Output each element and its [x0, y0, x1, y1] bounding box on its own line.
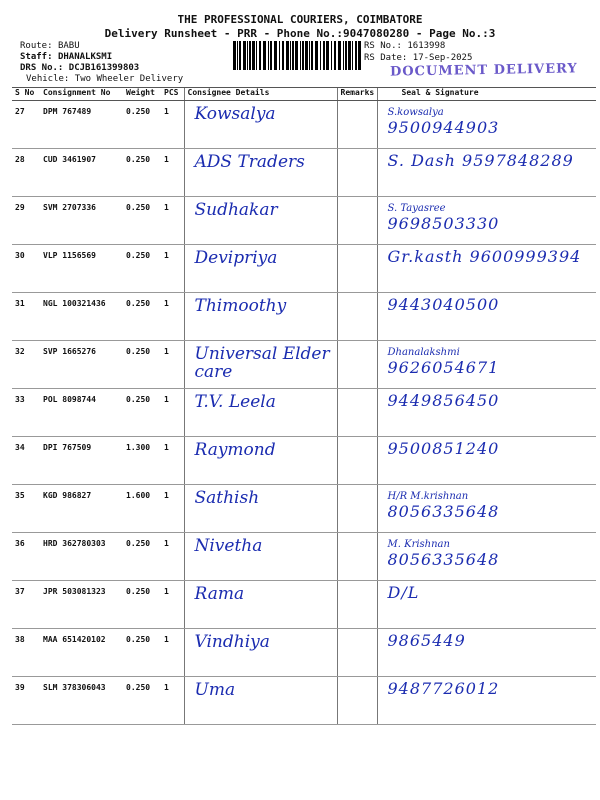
barcode-bar [355, 41, 357, 70]
consignee-handwriting: Sudhakar [194, 200, 278, 220]
sno-cell: 30 [12, 245, 40, 293]
col-consignee: Consignee Details [184, 88, 337, 101]
pcs-cell: 1 [161, 437, 184, 485]
sno-cell: 35 [12, 485, 40, 533]
rs-no-label: RS No.: [364, 41, 402, 51]
sno-cell: 32 [12, 341, 40, 389]
consignment-cell: VLP 1156569 [40, 245, 123, 293]
sno-cell: 38 [12, 629, 40, 677]
barcode-bar [352, 41, 353, 70]
weight-cell: 0.250 [123, 101, 161, 149]
consignee-handwriting: Sathish [194, 488, 260, 508]
col-weight: Weight [123, 88, 161, 101]
remarks-cell [337, 629, 377, 677]
barcode-bar [343, 41, 344, 70]
weight-cell: 0.250 [123, 581, 161, 629]
barcode-bar [315, 41, 318, 70]
document-delivery-stamp: DOCUMENT DELIVERY [389, 61, 578, 80]
table-row [12, 293, 596, 341]
remarks-cell [337, 341, 377, 389]
signature-phone: 8056335648 [387, 550, 500, 569]
weight-cell: 0.250 [123, 245, 161, 293]
pcs-cell: 1 [161, 581, 184, 629]
barcode-bar [323, 41, 325, 70]
consignee-handwriting: Thimoothy [194, 296, 287, 316]
remarks-cell [337, 197, 377, 245]
barcode-bar [295, 41, 298, 70]
consignee-handwriting: T.V. Leela [194, 392, 276, 412]
table-header-row [12, 88, 596, 101]
barcode-bar [239, 41, 241, 70]
signature-cell [377, 293, 596, 341]
signature-phone: 8056335648 [387, 502, 500, 521]
barcode-bar [282, 41, 284, 70]
barcode-bar [259, 41, 261, 70]
barcode-bar [243, 41, 246, 70]
sno-cell: 27 [12, 101, 40, 149]
consignment-cell: HRD 362780303 [40, 533, 123, 581]
signature-name: S. Tayasree [387, 203, 446, 214]
sno-cell: 29 [12, 197, 40, 245]
barcode-bar [326, 41, 329, 70]
barcode-bar [338, 41, 341, 70]
consignee-handwriting: Rama [194, 584, 245, 604]
pcs-cell: 1 [161, 389, 184, 437]
signature-cell [377, 533, 596, 581]
consignment-cell: DPI 767509 [40, 437, 123, 485]
barcode-bar [331, 41, 332, 70]
barcode-bar [348, 41, 351, 70]
signature-phone: 9500944903 [387, 118, 500, 137]
rs-no-line [364, 40, 445, 52]
company-name: THE PROFESSIONAL COURIERS, COIMBATORE [177, 13, 423, 26]
barcode-bar [358, 41, 361, 70]
consignee-cell [184, 245, 337, 293]
signature-cell [377, 197, 596, 245]
pcs-cell: 1 [161, 293, 184, 341]
consignment-cell: NGL 100321436 [40, 293, 123, 341]
drs-label: DRS No.: [20, 63, 64, 73]
consignee-cell [184, 197, 337, 245]
barcode-bar [270, 41, 272, 70]
pcs-cell: 1 [161, 485, 184, 533]
sno-cell: 37 [12, 581, 40, 629]
consignee-cell [184, 485, 337, 533]
consignee-handwriting: Vindhiya [194, 632, 270, 652]
consignee-cell [184, 437, 337, 485]
sno-cell: 33 [12, 389, 40, 437]
signature-phone: 9865449 [387, 631, 466, 650]
weight-cell: 0.250 [123, 149, 161, 197]
table-row [12, 437, 596, 485]
consignment-cell: SVP 1665276 [40, 341, 123, 389]
consignee-handwriting: Nivetha [194, 536, 263, 556]
consignee-cell [184, 389, 337, 437]
consignment-cell: DPM 767489 [40, 101, 123, 149]
barcode-bar [292, 41, 294, 70]
barcode-bar [290, 41, 291, 70]
barcode [233, 41, 361, 70]
rs-no-value: 1613998 [407, 41, 446, 51]
signature-phone: 9626054671 [387, 358, 500, 377]
sno-cell: 28 [12, 149, 40, 197]
signature-cell [377, 245, 596, 293]
barcode-bar [345, 41, 347, 70]
pcs-cell: 1 [161, 245, 184, 293]
consignee-cell [184, 581, 337, 629]
consignee-handwriting: Devipriya [194, 248, 278, 268]
consignment-cell: CUD 3461907 [40, 149, 123, 197]
signature-cell [377, 677, 596, 725]
signature-name: M. Krishnan [387, 539, 450, 550]
consignee-cell [184, 629, 337, 677]
sno-cell: 39 [12, 677, 40, 725]
barcode-bar [279, 41, 280, 70]
pcs-cell: 1 [161, 101, 184, 149]
consignee-cell [184, 533, 337, 581]
col-sno: S No [12, 88, 40, 101]
pcs-cell: 1 [161, 533, 184, 581]
weight-cell: 0.250 [123, 341, 161, 389]
col-seal-signature: Seal & Signature [377, 88, 596, 101]
consignment-cell: MAA 651420102 [40, 629, 123, 677]
pcs-cell: 1 [161, 197, 184, 245]
consignment-cell: KGD 986827 [40, 485, 123, 533]
table-row [12, 629, 596, 677]
barcode-bar [237, 41, 238, 70]
signature-phone: S. Dash 9597848289 [387, 151, 574, 170]
remarks-cell [337, 293, 377, 341]
weight-cell: 0.250 [123, 629, 161, 677]
table-row [12, 341, 596, 389]
sno-cell: 36 [12, 533, 40, 581]
col-consignment: Consignment No [40, 88, 123, 101]
weight-cell: 0.250 [123, 293, 161, 341]
sno-cell: 31 [12, 293, 40, 341]
weight-cell: 1.600 [123, 485, 161, 533]
consignee-handwriting: Universal Elder care [194, 344, 330, 382]
barcode-bar [249, 41, 251, 70]
route-label: Route: [20, 41, 53, 51]
signature-cell [377, 485, 596, 533]
barcode-bar [305, 41, 308, 70]
barcode-bar [263, 41, 266, 70]
consignee-cell [184, 101, 337, 149]
pcs-cell: 1 [161, 149, 184, 197]
table-row [12, 197, 596, 245]
table-row [12, 245, 596, 293]
table-row [12, 485, 596, 533]
pcs-cell: 1 [161, 629, 184, 677]
table-row [12, 149, 596, 197]
barcode-bar [300, 41, 301, 70]
remarks-cell [337, 677, 377, 725]
barcode-bar [256, 41, 257, 70]
weight-cell: 0.250 [123, 197, 161, 245]
table-row [12, 101, 596, 149]
consignee-handwriting: Uma [194, 680, 236, 700]
consignee-cell [184, 341, 337, 389]
signature-name: Dhanalakshmi [387, 347, 460, 358]
remarks-cell [337, 389, 377, 437]
consignee-cell [184, 149, 337, 197]
consignee-cell [184, 677, 337, 725]
signature-cell [377, 629, 596, 677]
consignee-handwriting: Kowsalya [194, 104, 276, 124]
barcode-bar [311, 41, 313, 70]
barcode-bar [274, 41, 277, 70]
signature-phone: 9500851240 [387, 439, 500, 458]
drs-value: DCJB161399803 [68, 63, 140, 73]
weight-cell: 1.300 [123, 437, 161, 485]
signature-phone: 9449856450 [387, 391, 500, 410]
remarks-cell [337, 149, 377, 197]
signature-cell [377, 341, 596, 389]
rs-date-label: RS Date: [364, 53, 408, 63]
weight-cell: 0.250 [123, 533, 161, 581]
barcode-bar [309, 41, 310, 70]
runsheet-table [12, 87, 596, 725]
staff-value: DHANALKSMI [57, 52, 113, 62]
remarks-cell [337, 437, 377, 485]
col-pcs: PCS [161, 88, 184, 101]
barcode-bar [252, 41, 255, 70]
consignee-handwriting: Raymond [194, 440, 276, 460]
consignment-cell: POL 8098744 [40, 389, 123, 437]
sno-cell: 34 [12, 437, 40, 485]
remarks-cell [337, 101, 377, 149]
barcode-bar [268, 41, 269, 70]
signature-phone: 9443040500 [387, 295, 500, 314]
consignment-cell: JPR 503081323 [40, 581, 123, 629]
signature-cell [377, 149, 596, 197]
barcode-bar [286, 41, 289, 70]
vehicle-value: Two Wheeler Delivery [74, 74, 184, 84]
table-row [12, 533, 596, 581]
col-remarks: Remarks [337, 88, 377, 101]
barcode-bar [247, 41, 248, 70]
vehicle-label: Vehicle: [26, 74, 70, 84]
consignment-cell: SLM 378306043 [40, 677, 123, 725]
rs-date-value: 17-Sep-2025 [412, 53, 473, 63]
signature-phone: 9698503330 [387, 214, 500, 233]
table-row [12, 581, 596, 629]
consignee-cell [184, 293, 337, 341]
vehicle-line [26, 73, 183, 85]
route-value: BABU [57, 41, 80, 51]
signature-name: H/R M.krishnan [387, 491, 469, 502]
pcs-cell: 1 [161, 341, 184, 389]
remarks-cell [337, 485, 377, 533]
signature-cell [377, 101, 596, 149]
staff-label: Staff: [20, 52, 53, 62]
pcs-cell: 1 [161, 677, 184, 725]
signature-name: S.kowsalya [387, 107, 444, 118]
table-row [12, 389, 596, 437]
remarks-cell [337, 581, 377, 629]
runsheet-title: Delivery Runsheet - PRR - Phone No.:9047080280 - Page No.:3 [104, 27, 496, 40]
weight-cell: 0.250 [123, 389, 161, 437]
signature-phone: 9487726012 [387, 679, 500, 698]
signature-phone: Gr.kasth 9600999394 [387, 247, 582, 266]
barcode-bar [302, 41, 304, 70]
consignment-cell: SVM 2707336 [40, 197, 123, 245]
signature-cell [377, 437, 596, 485]
rs-date-line [364, 52, 472, 64]
consignee-handwriting: ADS Traders [194, 152, 305, 172]
barcode-bar [320, 41, 321, 70]
remarks-cell [337, 533, 377, 581]
signature-cell [377, 389, 596, 437]
signature-cell [377, 581, 596, 629]
barcode-bar [233, 41, 236, 70]
table-row [12, 677, 596, 725]
barcode-bar [334, 41, 336, 70]
remarks-cell [337, 245, 377, 293]
weight-cell: 0.250 [123, 677, 161, 725]
signature-phone: D/L [387, 583, 420, 602]
